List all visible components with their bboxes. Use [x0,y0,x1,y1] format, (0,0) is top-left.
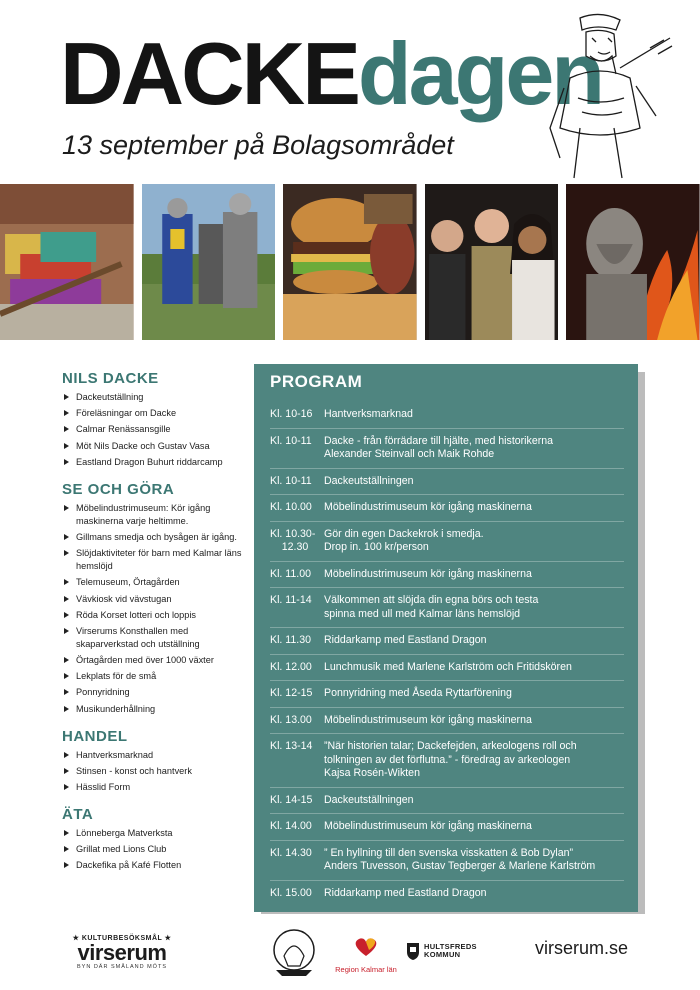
program-time: Kl. 15.00 [270,886,312,899]
bullet-icon [64,768,69,774]
burger-photo [283,184,417,340]
bullet-icon [64,706,69,712]
section-heading: HANDEL [62,727,128,745]
list-item: Hantverksmarknad [62,749,247,762]
bullet-icon [64,689,69,695]
list-item: Virserums Konsthallen med skaparverkstad och utställning [62,625,247,651]
textile-photo [0,184,134,340]
program-time: Kl. 14.00 [270,820,312,832]
list-item: Ponnyridning [62,686,247,699]
program-row [270,840,624,880]
bullet-icon [64,752,69,758]
hultsfred-line1: HULTSFREDS [424,941,477,951]
bullet-icon [64,534,69,540]
bullet-icon [64,784,69,790]
bullet-icon [64,550,69,556]
program-time: Kl. 11.00 [270,567,312,580]
title-part-dacke: DACKE [60,24,358,123]
program-row [270,813,624,840]
photo-strip [0,184,700,340]
bullet-icon [64,394,69,400]
title-part-dagen: dagen [357,24,603,123]
hultsfred-logo [406,942,477,960]
program-row [270,521,624,561]
program-box [254,364,638,912]
virserum-logo-tagline: ★ KULTURBESÖKSMÅL ★ [72,935,172,942]
program-description: Möbelindustrimuseum kör igång maskinerna [324,820,532,832]
program-time: Kl. 12.00 [270,660,312,673]
program-description: Välkommen att slöjda din egna börs och testa spinna med ull med Kalmar läns hemslöjd [324,594,539,620]
people-photo [425,184,559,340]
program-description: Dackeutställningen [324,793,414,806]
region-kalmar-logo [332,936,400,974]
program-description: Riddarkamp med Eastland Dragon [324,634,487,646]
program-list [270,402,624,906]
program-time: Kl. 11-14 [270,594,312,606]
bullet-icon [64,426,69,432]
list-item: Röda Korset lotteri och loppis [62,609,247,622]
program-time: Kl. 13.00 [270,713,312,726]
list-item: Lönneberga Matverksta [62,827,247,840]
list-item: Musikunderhållning [62,703,247,716]
region-kalmar-text: Region Kalmar län [335,965,397,974]
program-row [270,428,624,468]
program-description: Ponnyridning med Åseda Ryttarförening [324,687,512,699]
list-item: Grillat med Lions Club [62,843,247,856]
virserum-logo [62,934,182,970]
list-item: Örtagården med över 1000 växter [62,654,247,667]
section-heading: NILS DACKE [62,370,159,387]
program-description: Möbelindustrimuseum kör igång maskinerna [324,501,532,513]
program-row [270,587,624,627]
section-ata [62,806,247,872]
poster-subtitle: 13 september på Bolagsområdet [62,130,454,160]
bullet-icon [64,596,69,602]
virserum-logo-wordmark: virserum [77,940,167,965]
program-description: Möbelindustrimuseum kör igång maskinerna [324,713,532,726]
program-description: ” En hyllning till den svenska visskatten & Bob Dylan” Anders Tuvesson, Gustav Tegberger & Marlene Karlström [324,846,596,872]
section-heading: ÄTA [62,806,94,823]
list-item: Dackefika på Kafé Flotten [62,859,247,872]
bullet-icon [64,459,69,465]
list-item: Vävkiosk vid vävstugan [62,593,247,606]
list-item: Stinsen - konst och hantverk [62,765,247,778]
program-row [270,494,624,521]
program-row [270,733,624,787]
program-time: Kl. 10.00 [270,501,312,513]
program-row [270,880,624,907]
program-time: Kl. 12-15 [270,687,313,699]
program-time: Kl. 10-11 [270,474,312,487]
bullet-icon [64,846,69,852]
hultsfred-line2: KOMMUN [424,950,461,959]
bullet-icon [64,579,69,585]
activities-column [62,370,247,884]
bullet-icon [64,410,69,416]
list-item: Eastland Dragon Buhurt riddarcamp [62,456,247,469]
bullet-icon [64,830,69,836]
bullet-icon [64,505,69,511]
program-description: Riddarkamp med Eastland Dragon [324,886,487,899]
dacke-sketch-illustration [520,8,680,188]
knights-photo [142,184,276,340]
list-item: Hässlid Form [62,781,247,794]
bullet-icon [64,657,69,663]
list-item: Lekplats för de små [62,670,247,683]
program-row [270,402,624,428]
list-item: Calmar Renässansgille [62,423,247,436]
bullet-icon [64,612,69,618]
program-description: Dacke - från förrädare till hjälte, med historikerna Alexander Steinvall och Maik Rohde [324,434,554,460]
section-heading: SE OCH GÖRA [62,480,175,498]
program-row [270,561,624,588]
bullet-icon [64,673,69,679]
program-time: Kl. 10-11 [270,434,312,447]
program-time: Kl. 10-16 [270,408,313,420]
program-time: Kl. 10.30- 12.30 [270,527,316,553]
program-row [270,654,624,681]
program-description: Möbelindustrimuseum kör igång maskinerna [324,567,532,580]
bullet-icon [64,628,69,634]
list-item: Gillmans smedja och bysågen är igång. [62,531,247,544]
section-handel [62,728,247,794]
program-row [270,707,624,734]
program-description: Dackeutställningen [324,474,414,487]
program-row [270,787,624,814]
program-row [270,627,624,654]
program-description: Lunchmusik med Marlene Karlström och Fritidskören [324,660,572,673]
bullet-icon [64,443,69,449]
hultsfred-shield-icon [406,942,420,960]
footer-logos [0,920,700,990]
program-row [270,468,624,495]
list-item: Dackeutställning [62,391,247,404]
program-row [270,680,624,707]
list-item: Slöjdaktiviteter för barn med Kalmar läns hemslöjd [62,547,247,573]
heraldic-circle-logo-icon [270,926,318,978]
program-time: Kl. 14-15 [270,793,313,806]
heart-icon [353,936,379,958]
list-item: Föreläsningar om Dacke [62,407,247,420]
list-item: Möbelindustrimuseum: Kör igång maskinerna varje heltimme. [62,502,247,528]
program-description: Hantverksmarknad [324,408,413,420]
list-item: Möt Nils Dacke och Gustav Vasa [62,440,247,453]
program-time: Kl. 14.30 [270,846,312,859]
program-title: PROGRAM [270,372,363,391]
program-time: Kl. 11.30 [270,634,312,646]
statue-photo [566,184,700,340]
bullet-icon [64,862,69,868]
virserum-logo-subline: BYN DÄR SMÅLAND MÖTS [77,964,167,970]
section-nils-dacke [62,370,247,469]
program-description: ”När historien talar; Dackefejden, arkeologens roll och tolkningen av det förflutna.” - föredrag av arkeologen Kajsa Rosén-Wikten [324,740,577,779]
section-se-och-gora [62,481,247,716]
list-item: Telemuseum, Örtagården [62,576,247,589]
website-link[interactable]: virserum.se [535,938,629,958]
program-description: Gör din egen Dackekrok i smedja. Drop in. 100 kr/person [324,527,484,553]
program-time: Kl. 13-14 [270,740,313,752]
